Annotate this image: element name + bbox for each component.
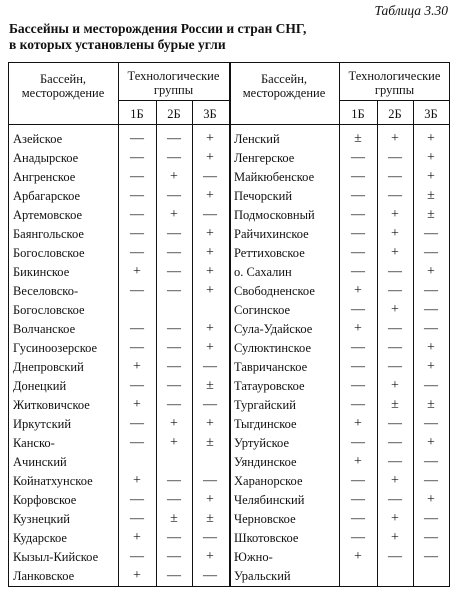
group-mark: — — [351, 340, 365, 356]
column-line — [8, 62, 9, 587]
group-mark: — — [130, 226, 144, 242]
group-mark: — — [130, 548, 144, 564]
group-mark: + — [391, 510, 399, 526]
group-mark: + — [206, 226, 214, 242]
group-mark: + — [427, 358, 435, 374]
group-header-2Б: 2Б — [167, 107, 181, 121]
group-mark: + — [206, 131, 214, 147]
basin-name-line: Челябинский — [234, 492, 305, 507]
group-mark: — — [167, 188, 181, 204]
basin-name-line: Азейское — [13, 132, 63, 147]
column-line — [229, 62, 231, 587]
group-mark: — — [167, 567, 181, 583]
group-mark: + — [170, 415, 178, 431]
basin-name-line: Кызыл-Кийское — [13, 549, 99, 564]
table-number: Таблица 3.30 — [374, 3, 448, 18]
basin-header-line-1: Бассейн, — [260, 72, 308, 86]
basin-name — [234, 303, 290, 322]
group-mark: + — [427, 150, 435, 166]
group-mark: — — [351, 472, 365, 488]
group-mark: + — [391, 377, 399, 393]
column-line — [377, 100, 378, 587]
basin-name — [234, 284, 315, 303]
group-mark: — — [167, 548, 181, 564]
group-mark: — — [351, 358, 365, 374]
basin-name — [234, 493, 304, 512]
basin-name — [13, 208, 82, 227]
group-mark: ± — [427, 396, 435, 412]
basin-name-line: Ангренское — [13, 170, 76, 185]
group-mark: — — [388, 188, 402, 204]
group-mark: — — [167, 245, 181, 261]
group-mark: — — [351, 434, 365, 450]
group-mark: — — [424, 548, 438, 564]
basin-name — [234, 227, 309, 246]
group-mark: + — [133, 472, 141, 488]
group-mark: + — [206, 283, 214, 299]
group-mark: + — [170, 434, 178, 450]
group-mark: — — [351, 510, 365, 526]
basin-name — [13, 360, 84, 379]
group-mark: + — [391, 302, 399, 318]
group-mark: + — [427, 169, 435, 185]
basin-name — [13, 151, 78, 170]
basin-name-line: Уральский — [234, 568, 291, 583]
tech-groups-header-line-2: группы — [374, 83, 415, 97]
group-mark: + — [170, 207, 178, 223]
basin-name-line: Тавричанское — [234, 359, 308, 374]
basin-header — [8, 72, 118, 100]
basin-name-line: Кузнецкий — [13, 511, 70, 526]
basin-name — [13, 322, 75, 341]
group-mark: ± — [427, 207, 435, 223]
group-mark: — — [130, 491, 144, 507]
basin-name — [13, 436, 67, 474]
group-mark: — — [424, 302, 438, 318]
basin-name-line: Канско- — [13, 435, 55, 450]
basin-name-line: Согинское — [234, 303, 291, 318]
basin-name-line: Артемовское — [13, 208, 83, 223]
basin-name — [234, 455, 297, 474]
group-mark: — — [167, 491, 181, 507]
group-mark: — — [130, 434, 144, 450]
basin-name-line: о. Сахалин — [234, 265, 292, 280]
group-mark: ± — [206, 434, 214, 450]
group-mark: — — [130, 188, 144, 204]
basin-name — [13, 341, 97, 360]
basin-name-line: Райчихинское — [234, 227, 309, 242]
basin-header — [229, 72, 339, 100]
group-mark: + — [391, 245, 399, 261]
group-mark: + — [427, 340, 435, 356]
basin-name-line: Черновское — [234, 511, 296, 526]
group-mark: — — [351, 396, 365, 412]
basin-name — [234, 246, 305, 265]
basin-name-line: Ленгерское — [234, 151, 295, 166]
basin-name — [234, 341, 311, 360]
group-mark: + — [391, 226, 399, 242]
group-mark: — — [424, 226, 438, 242]
group-mark: + — [170, 169, 178, 185]
group-mark: ± — [206, 377, 214, 393]
group-mark: — — [388, 434, 402, 450]
group-header-1Б: 1Б — [351, 107, 365, 121]
left-half — [8, 62, 229, 587]
table-title — [9, 21, 306, 53]
basin-name — [13, 474, 93, 493]
group-mark: — — [424, 245, 438, 261]
basin-name-line: Ачинский — [13, 454, 67, 469]
group-mark: — — [424, 529, 438, 545]
group-mark: — — [351, 529, 365, 545]
basin-name-line: Тыгдинское — [234, 416, 297, 431]
group-mark: + — [206, 415, 214, 431]
basin-name — [13, 246, 85, 265]
basin-name — [13, 265, 69, 284]
group-mark: — — [167, 358, 181, 374]
basin-name-line: Койнатхунское — [13, 473, 93, 488]
group-mark: — — [130, 415, 144, 431]
group-mark: ± — [427, 188, 435, 204]
basin-name — [13, 170, 75, 189]
group-mark: — — [388, 264, 402, 280]
basin-header-line-2: месторождение — [242, 86, 326, 100]
basin-name — [234, 417, 297, 436]
group-mark: — — [424, 510, 438, 526]
basin-name — [13, 284, 85, 322]
group-mark: — — [130, 321, 144, 337]
group-mark: — — [351, 207, 365, 223]
tech-groups-header-line-1: Технологические — [348, 69, 441, 83]
group-mark: — — [351, 188, 365, 204]
tech-groups-header-line-1: Технологические — [127, 69, 220, 83]
group-mark: — — [130, 377, 144, 393]
group-mark: — — [167, 131, 181, 147]
group-mark: + — [133, 264, 141, 280]
basin-name — [234, 550, 291, 588]
group-mark: — — [388, 453, 402, 469]
basin-name-line: Реттиховское — [234, 246, 305, 261]
basin-name — [234, 189, 292, 208]
basin-name-line: Арбагарское — [13, 189, 81, 204]
group-mark: + — [133, 529, 141, 545]
group-mark: + — [206, 548, 214, 564]
basin-name-line: Корфовское — [13, 492, 77, 507]
basin-name-line: Бикинское — [13, 265, 70, 280]
basin-name-line: Сулюктинское — [234, 341, 311, 356]
basin-name-line: Ленский — [234, 132, 280, 147]
group-mark: + — [133, 396, 141, 412]
group-mark: — — [388, 548, 402, 564]
group-mark: — — [424, 377, 438, 393]
group-mark: — — [424, 472, 438, 488]
basin-name-line: Уртуйское — [234, 435, 290, 450]
group-mark: — — [388, 415, 402, 431]
group-mark: — — [388, 169, 402, 185]
group-mark: + — [133, 358, 141, 374]
group-mark: — — [167, 340, 181, 356]
group-mark: — — [388, 491, 402, 507]
basin-name — [13, 132, 62, 151]
right-half — [229, 62, 450, 587]
group-mark: — — [351, 245, 365, 261]
basin-name-line: Свободненское — [234, 284, 315, 299]
basin-name — [234, 208, 315, 227]
tech-groups-header — [339, 69, 450, 97]
basin-name-line: Анадырское — [13, 151, 79, 166]
basin-name — [234, 436, 289, 455]
basin-name-line: Сула-Удайское — [234, 322, 313, 337]
basin-name-line: Волчанское — [13, 322, 76, 337]
group-mark: — — [167, 472, 181, 488]
basin-name-line: Шкотовское — [234, 530, 299, 545]
group-mark: — — [203, 529, 217, 545]
group-mark: + — [133, 567, 141, 583]
tech-groups-header-line-2: группы — [153, 83, 194, 97]
groups-divider — [339, 100, 450, 101]
group-mark: + — [391, 529, 399, 545]
group-mark: — — [130, 245, 144, 261]
group-mark: — — [167, 264, 181, 280]
basin-name — [13, 379, 66, 398]
group-mark: — — [203, 396, 217, 412]
column-line — [339, 62, 340, 587]
group-mark: — — [424, 415, 438, 431]
group-mark: — — [351, 150, 365, 166]
group-mark: ± — [354, 131, 362, 147]
basin-name — [13, 398, 90, 417]
group-mark: — — [130, 510, 144, 526]
column-line — [449, 62, 450, 587]
group-mark: + — [206, 491, 214, 507]
group-mark: + — [354, 453, 362, 469]
group-mark: — — [167, 377, 181, 393]
group-header-1Б: 1Б — [130, 107, 144, 121]
group-mark: — — [167, 226, 181, 242]
group-mark: + — [427, 131, 435, 147]
basin-name-line: Ланковское — [13, 568, 75, 583]
basin-name-line: Днепровский — [13, 359, 84, 374]
group-mark: + — [354, 548, 362, 564]
group-mark: + — [354, 415, 362, 431]
basin-name-line: Гусиноозерское — [13, 341, 98, 356]
group-mark: + — [206, 188, 214, 204]
group-mark: — — [167, 150, 181, 166]
column-line — [118, 62, 119, 587]
group-mark: — — [203, 472, 217, 488]
basin-name — [13, 512, 70, 531]
basin-name-line: Уяндинское — [234, 454, 297, 469]
group-mark: + — [354, 321, 362, 337]
basin-name — [234, 360, 307, 379]
basin-name-line: Богословское — [13, 246, 85, 261]
group-mark: + — [206, 340, 214, 356]
basin-name-line: Кударское — [13, 530, 67, 545]
group-mark: — — [130, 207, 144, 223]
basin-name-line: Майкюбенское — [234, 170, 315, 185]
basin-name-line: Веселовско- — [13, 284, 79, 299]
group-mark: — — [130, 169, 144, 185]
basin-name-line: Татауровское — [234, 378, 305, 393]
group-mark: ± — [391, 396, 399, 412]
group-mark: + — [206, 245, 214, 261]
group-mark: — — [388, 150, 402, 166]
title-line-2: в которых установлены бурые угли — [9, 37, 226, 52]
basin-header-line-2: месторождение — [21, 86, 105, 100]
basin-name — [234, 322, 312, 341]
column-line — [156, 100, 157, 587]
group-header-3Б: 3Б — [203, 107, 217, 121]
basin-name — [13, 227, 84, 246]
group-mark: ± — [206, 510, 214, 526]
group-mark: — — [424, 283, 438, 299]
group-mark: — — [351, 302, 365, 318]
group-mark: + — [427, 264, 435, 280]
basin-name — [234, 132, 280, 151]
group-mark: + — [206, 264, 214, 280]
group-mark: — — [167, 321, 181, 337]
basin-name-line: Подмосковный — [234, 208, 315, 223]
group-mark: — — [203, 358, 217, 374]
group-mark: — — [351, 491, 365, 507]
group-mark: — — [203, 207, 217, 223]
group-mark: — — [388, 283, 402, 299]
group-mark: — — [130, 150, 144, 166]
group-mark: — — [351, 264, 365, 280]
group-mark: — — [167, 283, 181, 299]
basin-name — [13, 550, 98, 569]
basin-name — [234, 512, 296, 531]
basin-name — [13, 531, 67, 550]
basin-name — [234, 265, 292, 284]
group-mark: — — [351, 226, 365, 242]
group-mark: — — [130, 340, 144, 356]
basin-name — [234, 474, 303, 493]
group-mark: — — [388, 321, 402, 337]
basin-name — [234, 151, 294, 170]
basin-name — [234, 531, 298, 550]
group-mark: — — [351, 377, 365, 393]
basin-name — [13, 417, 71, 436]
group-mark: ± — [170, 510, 178, 526]
group-mark: — — [351, 169, 365, 185]
basin-name-line: Богословское — [13, 303, 85, 318]
group-mark: + — [391, 472, 399, 488]
tech-groups-header — [118, 69, 229, 97]
basin-name-line: Иркутский — [13, 416, 72, 431]
group-mark: + — [427, 491, 435, 507]
group-mark: — — [203, 169, 217, 185]
column-line — [413, 100, 414, 587]
basin-name — [234, 398, 296, 417]
group-mark: + — [391, 131, 399, 147]
group-mark: — — [203, 567, 217, 583]
basin-name-line: Южно- — [234, 549, 273, 564]
title-line-1: Бассейны и месторождения России и стран СНГ, — [9, 21, 307, 36]
groups-divider — [118, 100, 229, 101]
basin-name-line: Донецкий — [13, 378, 67, 393]
basin-name-line: Харанорское — [234, 473, 303, 488]
group-header-3Б: 3Б — [424, 107, 438, 121]
basin-name-line: Баянгольское — [13, 227, 84, 242]
group-mark: + — [206, 321, 214, 337]
group-header-2Б: 2Б — [388, 107, 402, 121]
group-mark: + — [391, 207, 399, 223]
group-mark: + — [354, 283, 362, 299]
group-mark: — — [130, 283, 144, 299]
group-mark: — — [167, 396, 181, 412]
basin-name — [13, 493, 76, 512]
group-mark: — — [388, 358, 402, 374]
basin-name-line: Тургайский — [234, 397, 296, 412]
group-mark: — — [424, 321, 438, 337]
basin-name — [13, 569, 74, 588]
basin-header-line-1: Бассейн, — [39, 72, 87, 86]
basin-name — [234, 170, 314, 189]
basin-name-line: Житковичское — [13, 397, 90, 412]
group-mark: + — [427, 434, 435, 450]
basin-name-line: Печорский — [234, 189, 293, 204]
group-mark: — — [130, 131, 144, 147]
group-mark: + — [206, 150, 214, 166]
basin-name — [13, 189, 80, 208]
column-line — [192, 100, 193, 587]
basin-name — [234, 379, 305, 398]
group-mark: — — [167, 529, 181, 545]
group-mark: — — [424, 453, 438, 469]
coal-basins-table — [8, 62, 450, 587]
group-mark: — — [388, 340, 402, 356]
